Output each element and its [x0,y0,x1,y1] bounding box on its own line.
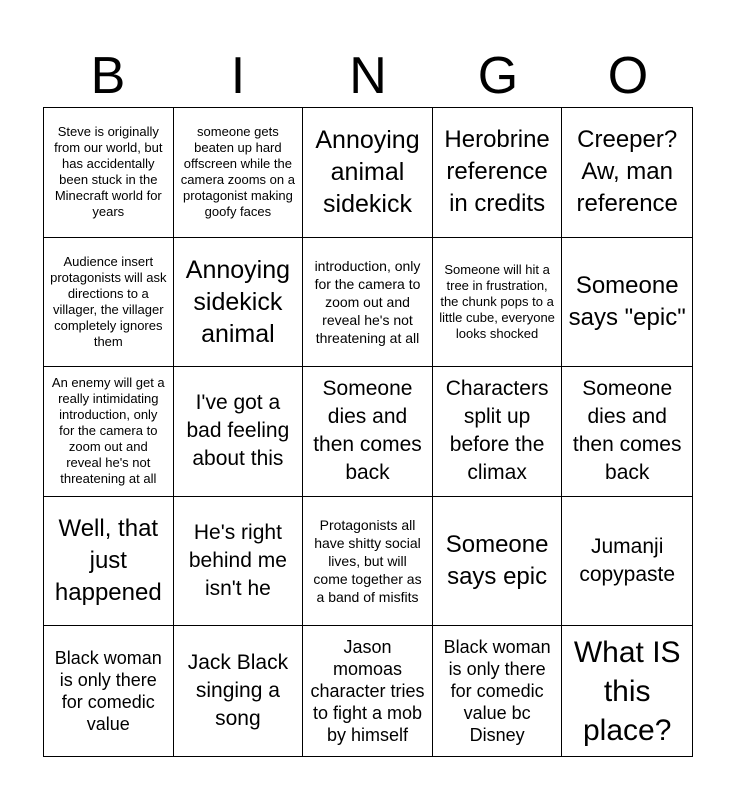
bingo-cell-r3c2[interactable]: I've got a bad feeling about this [174,367,304,497]
bingo-cell-r5c3[interactable]: Jason momoas character tries to fight a mob by himself [303,626,433,756]
bingo-cell-r3c4[interactable]: Characters split up before the climax [433,367,563,497]
bingo-cell-r5c4[interactable]: Black woman is only there for comedic value bc Disney [433,626,563,756]
bingo-cell-r2c4[interactable]: Someone will hit a tree in frustration, the chunk pops to a little cube, everyone looks shocked [433,238,563,368]
bingo-cell-r5c1[interactable]: Black woman is only there for comedic value [44,626,174,756]
bingo-cell-r5c5[interactable]: What IS this place? [573,635,681,747]
bingo-cell-r1c2[interactable]: someone gets beaten up hard offscreen while the camera zooms on a protagonist making goofy faces [174,108,304,238]
bingo-grid [43,107,693,757]
header-letter-o: O [607,47,649,105]
bingo-cell-r3c1[interactable]: An enemy will get a really intimidating introduction, only for the camera to zoom out and reveal he's not threatening at all [44,367,174,497]
header-letter-i: I [230,47,246,105]
bingo-cell-r4c1[interactable]: Well, that just happened [44,497,174,627]
bingo-cell-r2c1[interactable]: Audience insert protagonists will ask directions to a villager, the villager completely ignores them [44,238,174,368]
bingo-cell-r1c4[interactable]: Herobrine reference in credits [433,108,563,238]
bingo-cell-r4c2[interactable]: He's right behind me isn't he [174,497,304,627]
bingo-cell-r1c1[interactable]: Steve is originally from our world, but has accidentally been stuck in the Minecraft world for years [44,108,174,238]
bingo-cell-r2c5[interactable]: Someone says "epic" [562,238,692,368]
header-letter-g: G [477,47,519,105]
bingo-cell-r3c5[interactable]: Someone dies and then comes back [562,367,692,497]
bingo-cell-r1c3[interactable]: Annoying animal sidekick [303,108,433,238]
bingo-cell-r4c4[interactable]: Someone says epic [433,497,563,627]
bingo-cell-r3c3[interactable]: Someone dies and then comes back [303,367,433,497]
header-letter-n: N [349,47,387,105]
bingo-cell-r5c2[interactable]: Jack Black singing a song [174,626,304,756]
bingo-header [43,46,693,106]
bingo-cell-r4c3[interactable]: Protagonists all have shitty social lives, but will come together as a band of misfits [303,497,433,627]
bingo-cell-r1c5[interactable]: Creeper? Aw, man reference [562,108,692,238]
bingo-cell-r2c3[interactable]: introduction, only for the camera to zoom out and reveal he's not threatening at all [303,238,433,368]
bingo-cell-r2c2[interactable]: Annoying sidekick animal [174,238,304,368]
header-letter-b: B [90,47,126,105]
bingo-cell-r4c5[interactable]: Jumanji copypaste [562,497,692,627]
